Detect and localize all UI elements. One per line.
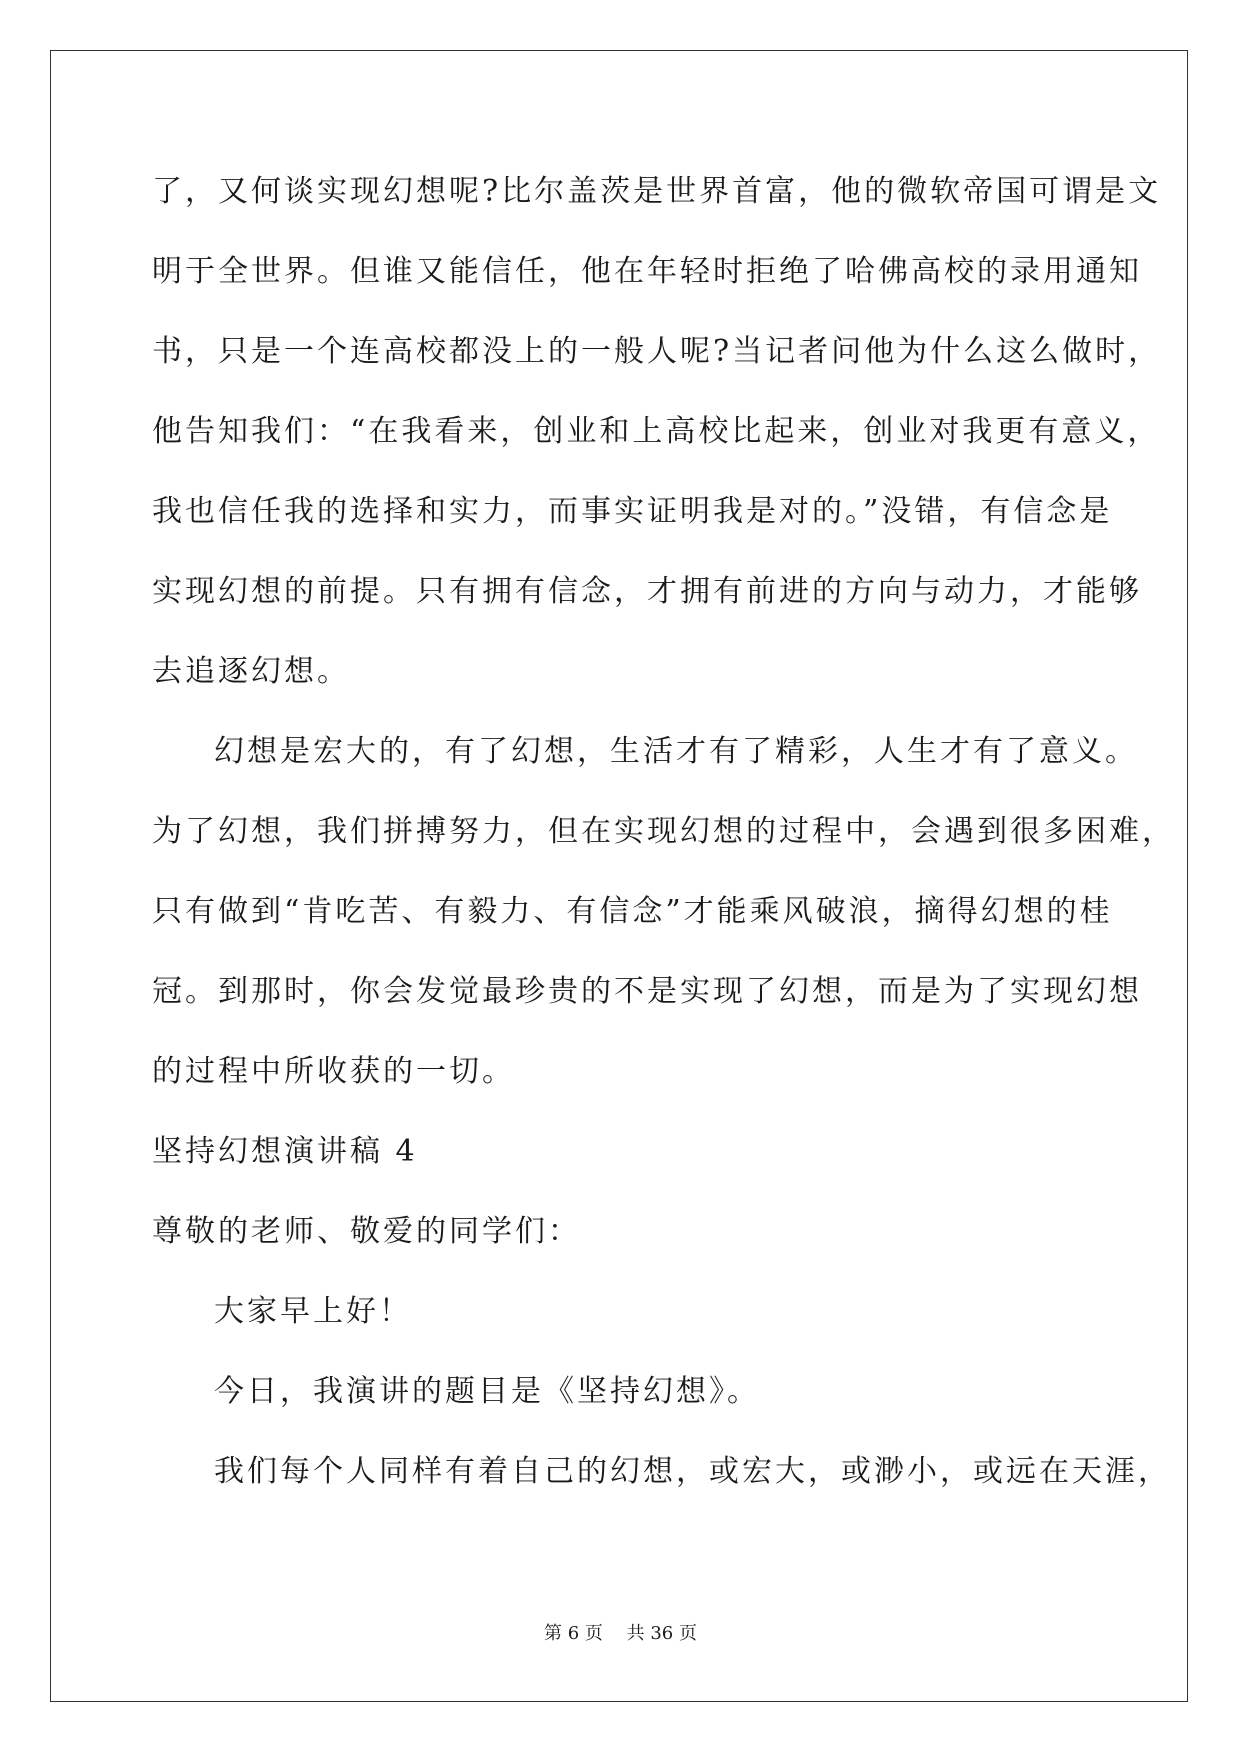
- body-line: 的过程中所收获的一切。: [152, 1054, 515, 1089]
- body-line: 只有做到“肯吃苦、有毅力、有信念”才能乘风破浪，摘得幻想的桂: [152, 894, 1113, 929]
- salutation: 尊敬的老师、敬爱的同学们：: [152, 1214, 581, 1249]
- body-line: 冠。到那时，你会发觉最珍贵的不是实现了幻想，而是为了实现幻想: [152, 974, 1142, 1009]
- body-line: 我也信任我的选择和实力，而事实证明我是对的。”没错，有信念是: [152, 494, 1113, 529]
- section-heading: 坚持幻想演讲稿 4: [152, 1134, 418, 1169]
- body-line: 明于全世界。但谁又能信任，他在年轻时拒绝了哈佛高校的录用通知: [152, 254, 1142, 289]
- greeting: 大家早上好！: [214, 1294, 412, 1329]
- body-line: 他告知我们：“在我看来，创业和上高校比起来，创业对我更有意义，: [152, 414, 1161, 449]
- body-line: 去追逐幻想。: [152, 654, 350, 689]
- body-line: 实现幻想的前提。只有拥有信念，才拥有前进的方向与动力，才能够: [152, 574, 1142, 609]
- body-line: 今日，我演讲的题目是《坚持幻想》。: [214, 1374, 760, 1409]
- body-line: 幻想是宏大的，有了幻想，生活才有了精彩，人生才有了意义。: [214, 734, 1138, 769]
- body-line: 了，又何谈实现幻想呢?比尔盖茨是世界首富，他的微软帝国可谓是文: [152, 174, 1162, 209]
- body-line: 我们每个人同样有着自己的幻想，或宏大，或渺小，或远在天涯，: [214, 1454, 1171, 1489]
- page-number: 第 6 页 共 36 页: [544, 1623, 697, 1644]
- body-line: 为了幻想，我们拼搏努力，但在实现幻想的过程中，会遇到很多困难，: [152, 814, 1175, 849]
- body-line: 书，只是一个连高校都没上的一般人呢?当记者问他为什么这么做时，: [152, 334, 1162, 369]
